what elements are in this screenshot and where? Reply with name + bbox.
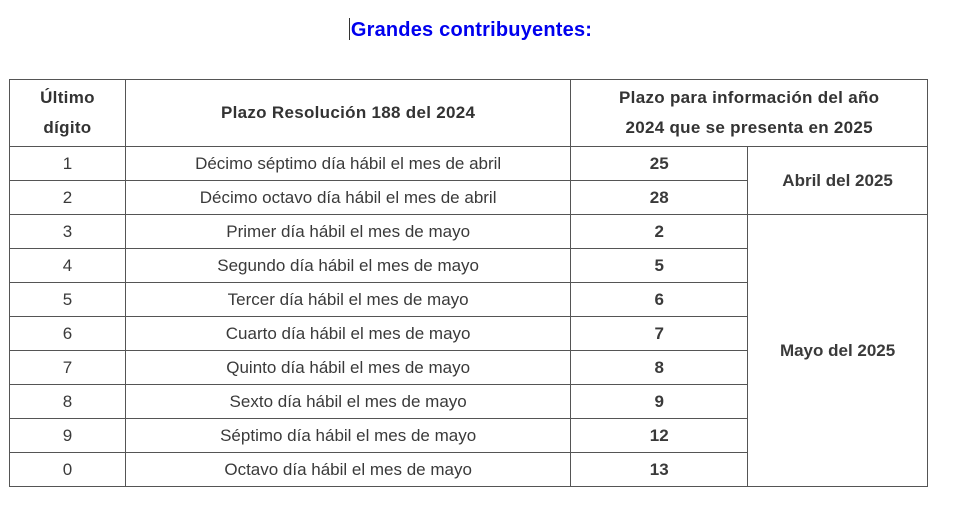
digit-cell: 1 xyxy=(10,147,126,181)
resolution-cell: Cuarto día hábil el mes de mayo xyxy=(125,317,570,351)
deadline-table xyxy=(9,79,928,487)
day-cell: 2 xyxy=(571,215,748,249)
digit-cell: 6 xyxy=(10,317,126,351)
resolution-cell: Quinto día hábil el mes de mayo xyxy=(125,351,570,385)
month-cell-may: Mayo del 2025 xyxy=(748,215,928,487)
digit-cell: 4 xyxy=(10,249,126,283)
resolution-cell: Segundo día hábil el mes de mayo xyxy=(125,249,570,283)
day-cell: 6 xyxy=(571,283,748,317)
header-resolution: Plazo Resolución 188 del 2024 xyxy=(125,80,570,147)
day-cell: 8 xyxy=(571,351,748,385)
digit-cell: 7 xyxy=(10,351,126,385)
digit-cell: 3 xyxy=(10,215,126,249)
digit-cell: 5 xyxy=(10,283,126,317)
text-cursor xyxy=(349,18,350,40)
day-cell: 12 xyxy=(571,419,748,453)
page-title-text: Grandes contribuyentes: xyxy=(350,19,593,41)
digit-cell: 2 xyxy=(10,181,126,215)
table-header-row xyxy=(10,80,928,147)
day-cell: 5 xyxy=(571,249,748,283)
resolution-cell: Primer día hábil el mes de mayo xyxy=(125,215,570,249)
digit-cell: 0 xyxy=(10,453,126,487)
resolution-cell: Séptimo día hábil el mes de mayo xyxy=(125,419,570,453)
resolution-cell: Tercer día hábil el mes de mayo xyxy=(125,283,570,317)
header-last-digit: Último dígito xyxy=(10,80,126,147)
resolution-cell: Octavo día hábil el mes de mayo xyxy=(125,453,570,487)
resolution-cell: Décimo séptimo día hábil el mes de abril xyxy=(125,147,570,181)
table-row xyxy=(10,147,928,181)
month-cell-april: Abril del 2025 xyxy=(748,147,928,215)
digit-cell: 8 xyxy=(10,385,126,419)
day-cell: 7 xyxy=(571,317,748,351)
digit-cell: 9 xyxy=(10,419,126,453)
table-row xyxy=(10,215,928,249)
day-cell: 28 xyxy=(571,181,748,215)
day-cell: 25 xyxy=(571,147,748,181)
resolution-cell: Décimo octavo día hábil el mes de abril xyxy=(125,181,570,215)
header-deadline: Plazo para información del año 2024 que se presenta en 2025 xyxy=(571,80,928,147)
page-title xyxy=(0,18,941,42)
day-cell: 9 xyxy=(571,385,748,419)
day-cell: 13 xyxy=(571,453,748,487)
resolution-cell: Sexto día hábil el mes de mayo xyxy=(125,385,570,419)
